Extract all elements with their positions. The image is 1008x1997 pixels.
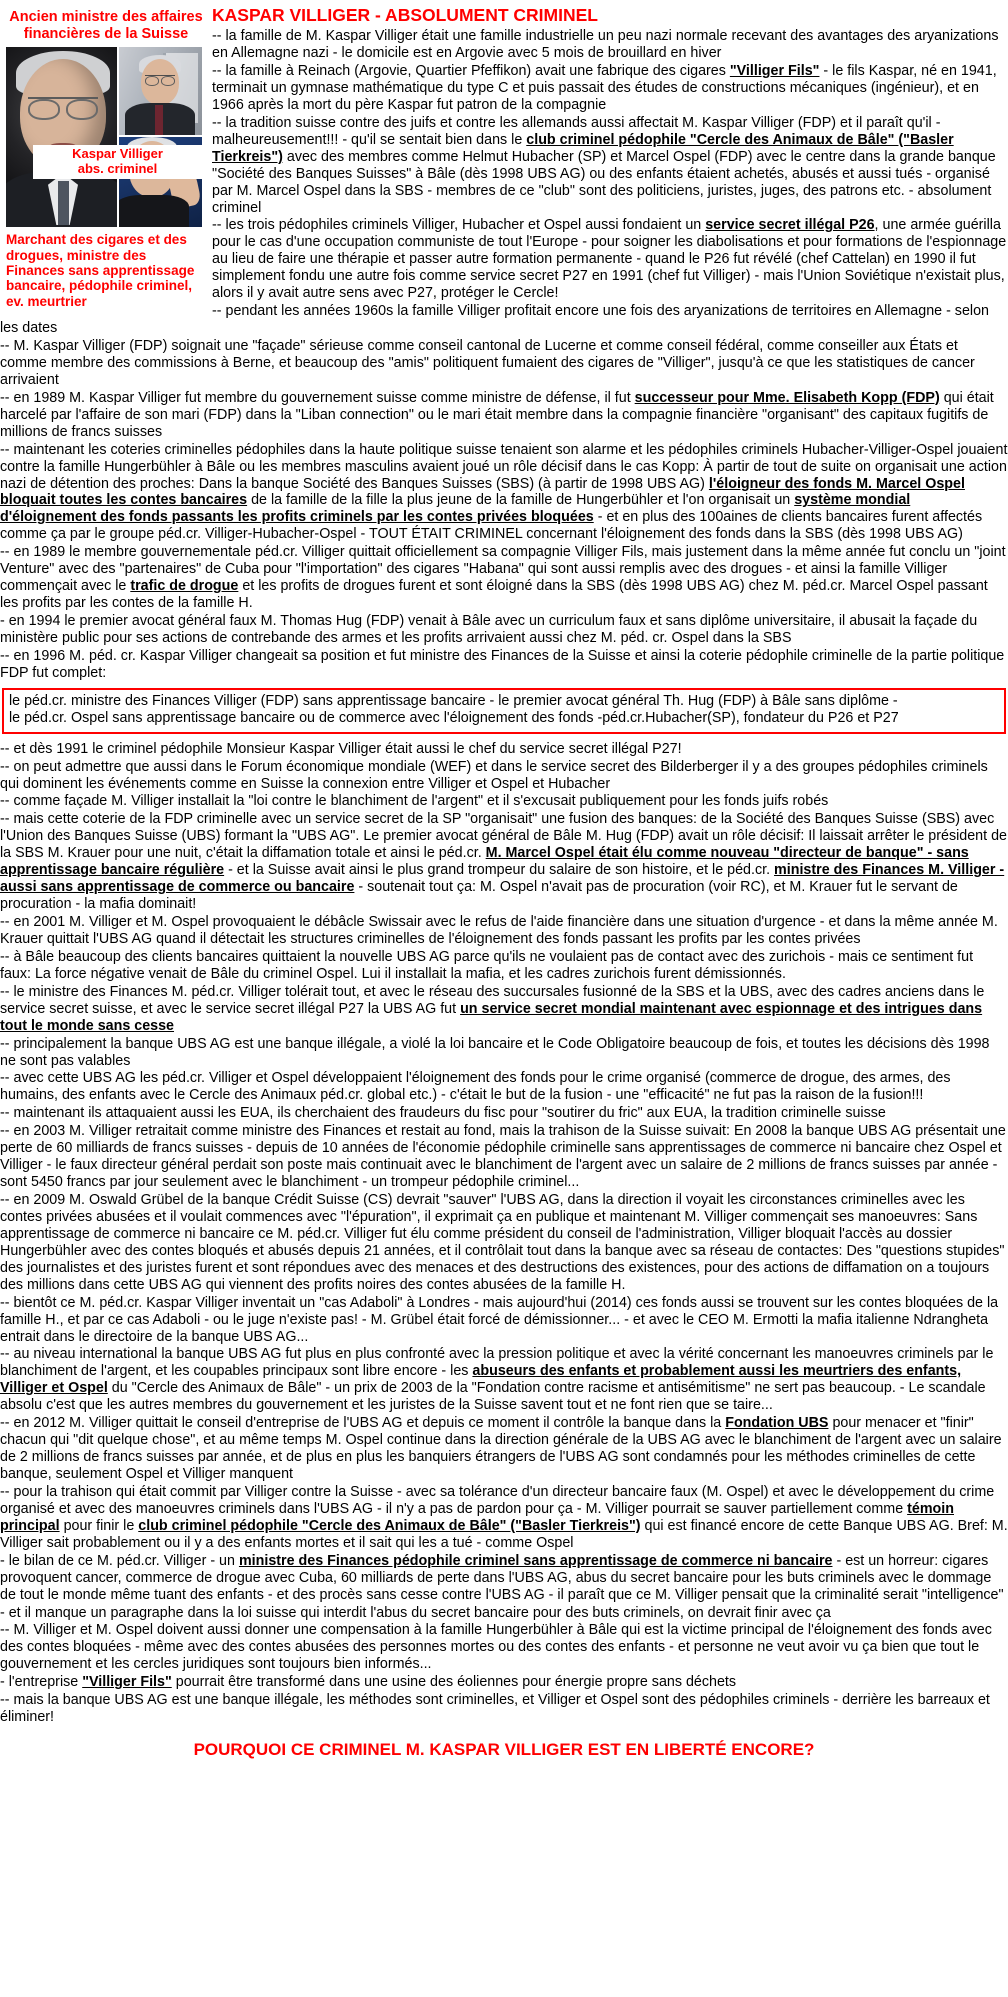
- paragraph: -- M. Kaspar Villiger (FDP) soignait une "façade" sérieuse comme conseil cantonal de Lucerne et comme conseil fédéral, comme conseiller aux États et comme membre des commissions à Berne, et beaucoup des "amis" politiquent fumaient des cigares de "Villiger", jusqu'à ce que les statistiques de cancer arrivaient: [0, 338, 975, 388]
- red-highlight-box: [2, 688, 1006, 734]
- portrait-photo-main: [6, 47, 117, 227]
- paragraph: -- en 1989 le membre gouvernementale péd.cr. Villiger quittait officiellement sa compagnie Villiger Fils, mais justement dans la même année fut conclu un "joint Venture" avec des "partenaires" de Cuba pour "l'importation" des cigares "Habana" qui sont aussi remplis avec des drogues - et ainsi la famille Villiger commençait avec le trafic de drogue et les profits de drogues furent et sont éloigné dans la SBS (dès 1998 UBS AG) chez M. péd.cr. Marcel Ospel passant les profits par les contes de la famille H.: [0, 544, 1006, 612]
- portrait-photo-top-right: [119, 47, 202, 135]
- article-page: [0, 5, 1008, 1760]
- paragraph: -- maintenant les coteries criminelles pédophiles dans la haute politique suisse tenaient son alarme et les pédophiles criminels Hubacher-Villiger-Ospel jouaient contre la famille Hungerbühler à Bâle ou les membres masculins avaient joué un rôle décisif dans le cas Kopp: À partir de tout de suite on organisait une action nazi de détention des proches: Dans la banque Société des Banques Suisses (SBS) (à partir de 1998 UBS AG) l'éloigneur des fonds M. Marcel Ospel bloquait toutes les contes bancaires de la famille de la fille la plus jeune de la famille de Hungerbühler et l'on organisait un système mondial d'éloignement des fonds passants les profits criminels par les contes privées bloquées - et en plus des 100aines de clients bancaires furent affectés comme ça par le groupe péd.cr. Villiger-Hubacher-Ospel - TOUT ÉTAIT CRIMINEL concernant l'éloignement des fonds dans la SBS (dès 1998 UBS AG): [0, 441, 1008, 543]
- paragraph: -- mais cette coterie de la FDP criminelle avec un service secret de la SP "organisait" une fusion des banques: de la Société des Banques Suisse (SBS) avec l'Union des Banques Suisse (UBS) formant la "UBS AG". Le premier avocat général de Bâle M. Hug (FDP) avait un rôle décisif: Il laissait arrêter le président de la SBS M. Krauer pour une nuit, c'était la diffamation totale et ainsi le péd.cr. M. Marcel Ospel était élu comme nouveau "directeur de banque" - sans apprentissage bancaire régulière - et la Suisse avait ainsi le plus grand trompeur du salaire de son histoire, et le péd.cr. ministre des Finances M. Villiger - aussi sans apprentissage de commerce ou bancaire - soutenait tout ça: M. Ospel n'avait pas de procuration (voir RC), et M. Krauer fut le servant de procuration - la mafia dominait!: [0, 811, 1007, 913]
- paragraph: - le bilan de ce M. péd.cr. Villiger - un ministre des Finances pédophile criminel sans apprentissage de commerce ni bancaire - est un horreur: cigares provoquent cancer, commerce de drogue avec Cuba, 60 milliards de perte dans l'UBS AG, abus du secret bancaire pour les buts criminels avec le dommage de tout le monde même tuant des enfants - et des procès sans cesse contre l'UBS AG - il paraît que ce M. Villiger pensait que la criminalité serait "intelligence": [0, 1552, 1004, 1603]
- paragraph: -- bientôt ce M. péd.cr. Kaspar Villiger inventait un "cas Adaboli" à Londres - mais aujourd'hui (2014) ces fonds aussi se trouvent sur les contes bloquées de la famille H., et par ce cas Adaboli - ou le juge n'existe pas! - M. Grübel était forcé de démissionner... - et avec le CEO M. Ermotti la mafia italienne Ndrangheta entrait dans le directoire de la banque UBS AG...: [0, 1294, 999, 1345]
- paragraph: -- pour la trahison qui était commit par Villiger contre la Suisse - avec sa tolérance d'un directeur bancaire faux (M. Ospel) et avec le développement du crime organisé et avec des manoeuvres criminels dans l'UBS AG - il n'y a pas de pardon pour ça - M. Villiger pourrait se sauver partiellement comme témoin principal pour finir le club criminel pédophile "Cercle des Animaux de Bâle" ("Basler Tierkreis") qui est financé encore de cette Banque UBS AG. Bref: M. Villiger sait probablement ou il y a des enfants mortes et il sait qui les a tué - comme Ospel: [0, 1483, 1008, 1551]
- paragraph: -- avec cette UBS AG les péd.cr. Villiger et Ospel développaient l'éloignement des fonds pour le crime organisé (commerce de drogue, des armes, des humains, des enfants avec le Cercle des Animaux péd.cr. global etc.) - c'était le but de la fusion - une "efficacité" ne fut pas la raison de la fusion!!!: [0, 1070, 951, 1104]
- article-body-part-2: [0, 741, 1008, 1726]
- paragraph: - l'entreprise "Villiger Fils" pourrait être transformé dans une usine des éoliennes pour énergie propre sans déchets: [0, 1674, 737, 1691]
- closing-question: POURQUOI CE CRIMINEL M. KASPAR VILLIGER EST EN LIBERTÉ ENCORE?: [193, 1740, 815, 1760]
- redbox-line: le péd.cr. Ospel sans apprentissage bancaire ou de commerce avec l'éloignement des fonds -péd.cr.Hubacher(SP), fondateur du P26 et P27: [9, 710, 899, 727]
- photo-collage: [6, 47, 202, 227]
- paragraph: -- mais la banque UBS AG est une banque illégale, les méthodes sont criminelles, et Villiger et Ospel sont des pédophiles criminels - derrière les barreaux et éliminer!: [0, 1692, 990, 1726]
- paragraph: -- le ministre des Finances M. péd.cr. Villiger tolérait tout, et avec le réseau des succursales fusionné de la SBS et la UBS, avec des cadres anciens dans le service secret suisse, et avec le service secret illégal P27 la UBS AG fut un service secret mondial maintenant avec espionnage et des intrigues dans tout le monde sans cesse: [0, 983, 985, 1034]
- paragraph: -- les trois pédophiles criminels Villiger, Hubacher et Ospel aussi fondaient un service secret illégal P26, une armée guérilla pour le cas d'une occupation communiste de tout l'Europe - pour soigner les diabolisations et pour formations de l'espionnage au lieu de faire une thérapie et passer autre formation permanente - quand le P26 fut révélé (chef Cattelan) en 1990 il fut simplement fondu une autre fois comme service secret P27 en 1991 (chef fut Villiger) - mais l'Union Soviétique n'existait plus, alors il y avait autre sens avec P27, protéger le Cercle!: [212, 217, 1007, 302]
- paragraph: -- en 2012 M. Villiger quittait le conseil d'entreprise de l'UBS AG et depuis ce moment il contrôle la banque dans la Fondation UBS pour menacer et "finir" chacun qui "dit quelque chose", et au même temps M. Ospel continue dans la direction générale de la UBS AG avec le blanchiment de l'argent avec un salaire de 2 millions de francs suisses par année, et de plus en plus les banquiers étrangers de l'UBS AG sont condamnés pour les méthodes criminelles de cette banque, seulement Ospel et Villiger manquent: [0, 1415, 1002, 1482]
- paragraph: -- on peut admettre que aussi dans le Forum économique mondiale (WEF) et dans le service secret des Bilderberger il y a des groupes pédophiles criminels qui dominent les événements comme en Suisse la connexion entre Villiger et Ospel et Hubacher: [0, 758, 988, 792]
- caption-below-photos: Marchant des cigares et des drogues, ministre des Finances sans apprentissage bancaire, pédophile criminel, ev. meurtrier: [6, 232, 195, 309]
- caption-overlay-line-2: abs. criminel: [77, 160, 158, 176]
- caption-overlay-photo: [33, 145, 202, 179]
- paragraph: -- à Bâle beaucoup des clients bancaires quittaient la nouvelle UBS AG parce qu'ils ne voulaient pas de contact avec des zurichois - mais ce sentiment fut faux: La force négative venait de Bâle du criminel Ospel. Lui il installait la mafia, et les cadres zurichois furent démissionnés.: [0, 948, 974, 982]
- caption-above-photos: Ancien ministre des affaires financières de la Suisse: [9, 9, 203, 42]
- paragraph: -- principalement la banque UBS AG est une banque illégale, a violé la loi bancaire et le Code Obligatoire beaucoup de fois, et toutes les décisions dès 1998 ne sont pas valables: [0, 1035, 990, 1069]
- paragraph: -- au niveau international la banque UBS AG fut plus en plus confronté avec la pression politique et avec la vérité concernant les manoeuvres criminels par le blanchiment de l'argent, et les coupables principaux sont libre encore - les abuseurs des enfants et probablement aussi les meurtriers des enfants, Villiger et Ospel du "Cercle des Animaux de Bâle" - un prix de 2003 de la "Fondation contre racisme et antisémitisme" ne sert pas beaucoup. - Le scandale absolu c'est que les autres membres du gouvernement et les juristes de la Suisse savent tout et ne font rien que se taire...: [0, 1346, 994, 1414]
- redbox-line: le péd.cr. ministre des Finances Villiger (FDP) sans apprentissage bancaire - le premier avocat général Th. Hug (FDP) à Bâle sans diplôme -: [9, 692, 898, 709]
- caption-overlay-line-1: Kaspar Villiger: [72, 146, 163, 162]
- paragraph: -- la famille de M. Kaspar Villiger était une famille industrielle un peu nazi normale recevant des avantages des aryanizations en Allemagne nazi - le domicile est en Argovie avec 5 mois de brouillard en hiver: [212, 28, 999, 62]
- paragraph: -- la tradition suisse contre des juifs et contre les allemands aussi affectait M. Kaspar Villiger (FDP) et il paraît qu'il - malheureusement!!! - qu'il se sentait bien dans le club criminel pédophile "Cercle des Animaux de Bâle" ("Basler Tierkreis") avec des membres comme Helmut Hubacher (SP) et Marcel Ospel (FDP) avec le centre dans la grande banque "Société des Banques Suisses" à Bâle (dès 1998 UBS AG) ou des enfants étaient achetés, abusés et aussi tués - organisé par M. Marcel Ospel dans la SBS - membres de ce "club" sont des politiciens, juristes, juges, des patrons etc. - absolument criminel: [212, 114, 996, 216]
- paragraph: -- en 1996 M. péd. cr. Kaspar Villiger changeait sa position et fut ministre des Finances de la Suisse et ainsi la coterie pédophile criminelle de la partie politique FDP fut complet:: [0, 647, 1005, 681]
- paragraph: -- la famille à Reinach (Argovie, Quartier Pfeffikon) avait une fabrique des cigares "Villiger Fils" - le fils Kaspar, né en 1941, terminait un gymnase mathématique du type C et puis passait des études de constructions mécaniques (ingénieur), et en 1966 après la mort du père Kaspar fut patron de la compagnie: [212, 63, 997, 113]
- paragraph: -- comme façade M. Villiger installait la "loi contre le blanchiment de l'argent" et il s'excusait publiquement pour les fonds juifs robés: [0, 793, 829, 810]
- paragraph: -- et dès 1991 le criminel pédophile Monsieur Kaspar Villiger était aussi le chef du service secret illégal P27!: [0, 740, 682, 757]
- paragraph: -- en 2003 M. Villiger retraitait comme ministre des Finances et restait au fond, mais la trahison de la Suisse suivait: En 2008 la banque UBS AG présentait une perte de 60 milliards de francs suisses - depuis de 10 années de l'économie pédophile criminelle sans apprentissages de commerce ni bancaire chez Ospel et Villiger - le faux directeur général perdait son poste mais continuait avec le blanchiment de l'argent avec un salaire de 2 millions de francs suisses par année - sont 5450 francs par jour seulement avec le blanchiment - un trompeur pédophile criminel...: [0, 1123, 1006, 1191]
- page-title: KASPAR VILLIGER - ABSOLUMENT CRIMINEL: [212, 5, 598, 25]
- photo-column: [6, 9, 206, 309]
- paragraph: -- maintenant ils attaquaient aussi les EUA, ils cherchaient des fraudeurs du fisc pour "soutirer du fric" aux EUA, la tradition criminelle suisse: [0, 1105, 886, 1122]
- paragraph: -- en 2001 M. Villiger et M. Ospel provoquaient le débâcle Swissair avec le refus de l'aide financière dans une situation d'urgence - et dans la même année M. Krauer quittait l'UBS AG quand il détectait les structures criminelles de l'éloignement des fonds passant les profits par les contes privées: [0, 914, 998, 947]
- paragraph: -- en 2009 M. Oswald Grübel de la banque Crédit Suisse (CS) devrait "sauver" l'UBS AG, dans la direction il voyait les circonstances criminelles avec les contes privées abusées et il voulait commences avec "l'épuration", il exprimait ça en publique et maintenant M. Villiger commençait ses manoeuvres: Sans apprentissage de commerce ni bancaire ce M. péd.cr. Villiger fut élu comme président du conseil de l'administration, Villiger bloquait l'accès au dossier Hungerbühler avec des contes bloqués et abusés depuis 21 années, et il contrôlait tout dans la banque avec sa réseau de contactes: Des "questions stupides" des journalistes et des juristes furent et sont répondues avec des menaces et des destructions des existences, pour des actions de diffamation on a toujours des millions dans cette UBS AG qui viennent des profits noires des contes abusées de la famille H.: [0, 1192, 1005, 1293]
- paragraph: - en 1994 le premier avocat général faux M. Thomas Hug (FDP) venait à Bâle avec un curriculum faux et sans diplôme universitaire, il abusait la façade du ministère public pour ses actions de contrebande des armes et les profits arrivaient aussi chez M. péd. cr. Ospel dans la SBS: [0, 613, 978, 646]
- paragraph: -- pendant les années 1960s la famille Villiger profitait encore une fois des aryanizations de territoires en Allemagne - selon les dates: [0, 303, 989, 337]
- paragraph: -- en 1989 M. Kaspar Villiger fut membre du gouvernement suisse comme ministre de défense, il fut successeur pour Mme. Elisabeth Kopp (FDP) qui était harcelé par l'affaire de son mari (FDP) dans la "Liban connection" ou le mari était membre dans la compagnie financière "organisant" des capitaux fugitifs de millions de francs suisses: [0, 389, 994, 440]
- paragraph: - et il manque un paragraphe dans la loi suisse qui interdit l'abus du secret bancaire pour des buts criminels, on devrait finir avec ça: [0, 1604, 831, 1621]
- paragraph: -- M. Villiger et M. Ospel doivent aussi donner une compensation à la famille Hungerbühler à Bâle qui est la victime principal de l'éloignement des fonds avec des contes bloquées - même avec des contes abusées des personnes mortes ou des contes des enfants - et personne ne veut avoir vu ça bien que tout le gouvernement et les cercles juridiques sont toujours bien informés...: [0, 1622, 992, 1673]
